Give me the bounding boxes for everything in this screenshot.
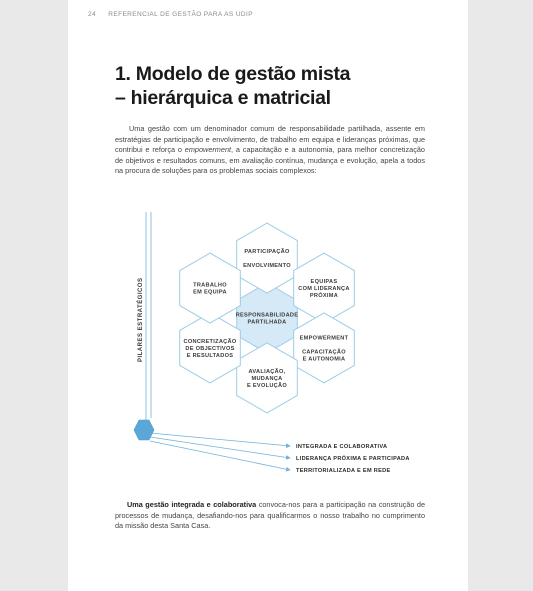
hexagon-label: CAPACITAÇÃO <box>302 349 346 356</box>
closing-bold: Uma gestão integrada e colaborativa <box>127 500 257 509</box>
intro-emphasis: empowerment <box>184 145 232 155</box>
hexagon-label: RESPONSABILIDADE <box>235 312 299 319</box>
page-number: 24 <box>88 11 97 18</box>
hexagon-lower-right <box>294 313 355 383</box>
hexagon-label: EMPOWERMENT <box>299 335 349 342</box>
hexagon-label: COM LIDERANÇA <box>298 286 350 293</box>
arrow-line <box>150 441 290 470</box>
intro-text-before: Uma gestão com um denominador comum de responsabilidade partilhada, assente em estratégias de participação e envolvimento, de trabalho em equipa e lideranças próximas, que contribui e reforça o <box>115 124 425 155</box>
hexagon-label: TRABALHO <box>193 282 227 289</box>
hexagon-label: E AUTONOMIA <box>302 356 346 363</box>
hexagon-label: DE OBJECTIVOS <box>185 345 235 352</box>
hexagon-label: CONCRETIZAÇÃO <box>183 338 237 345</box>
arrow-label: LIDERANÇA PRÓXIMA E PARTICIPADA <box>296 456 410 462</box>
arrow-label: TERRITORIALIZADA E EM REDE <box>296 468 391 474</box>
arrow-label: INTEGRADA E COLABORATIVA <box>296 444 388 450</box>
section-title-line-1: 1. Modelo de gestão mista <box>115 63 351 85</box>
arrow-line <box>150 437 290 458</box>
hexagon-top <box>237 223 298 293</box>
running-title: REFERENCIAL DE GESTÃO PARA AS UDIP <box>108 11 253 18</box>
hexagon-label: ENVOLVIMENTO <box>243 263 291 270</box>
axis-label: PILARES ESTRATÉGICOS <box>138 277 144 362</box>
hexagon-label: EM EQUIPA <box>193 289 227 296</box>
hexagon-label: E EVOLUÇÃO <box>247 382 287 389</box>
hexagon-layer <box>180 223 355 413</box>
section-title-line-2: – hierárquica e matricial <box>115 87 331 109</box>
hexagon-label: AVALIAÇÃO, <box>248 368 286 375</box>
hexagon-label: MUDANÇA <box>251 375 283 382</box>
closing-text: convoca-nos para a participação na construção de processos de mudança, desafiando-nos para qualificarmos o nosso trabalho no cumprimento da missão desta Santa Casa. <box>115 500 425 531</box>
closing-paragraph <box>115 500 425 532</box>
hexagon-label: PARTILHADA <box>247 319 287 326</box>
hexagon-label: PARTICIPAÇÃO <box>244 249 290 256</box>
intro-text-after: , a capacitação e a autonomia, para melhor concretização de objetivos e resultados comuns, em avaliação contínua, mudança e evolução, apela a todos na procura de soluções para os problemas sociais complexos: <box>115 145 425 176</box>
hexagon-label: PRÓXIMA <box>309 293 339 300</box>
document-page <box>68 0 468 591</box>
hexagon-label: EQUIPAS <box>310 279 338 286</box>
arrow-line <box>150 433 290 446</box>
hexagon-label: E RESULTADOS <box>186 352 234 359</box>
